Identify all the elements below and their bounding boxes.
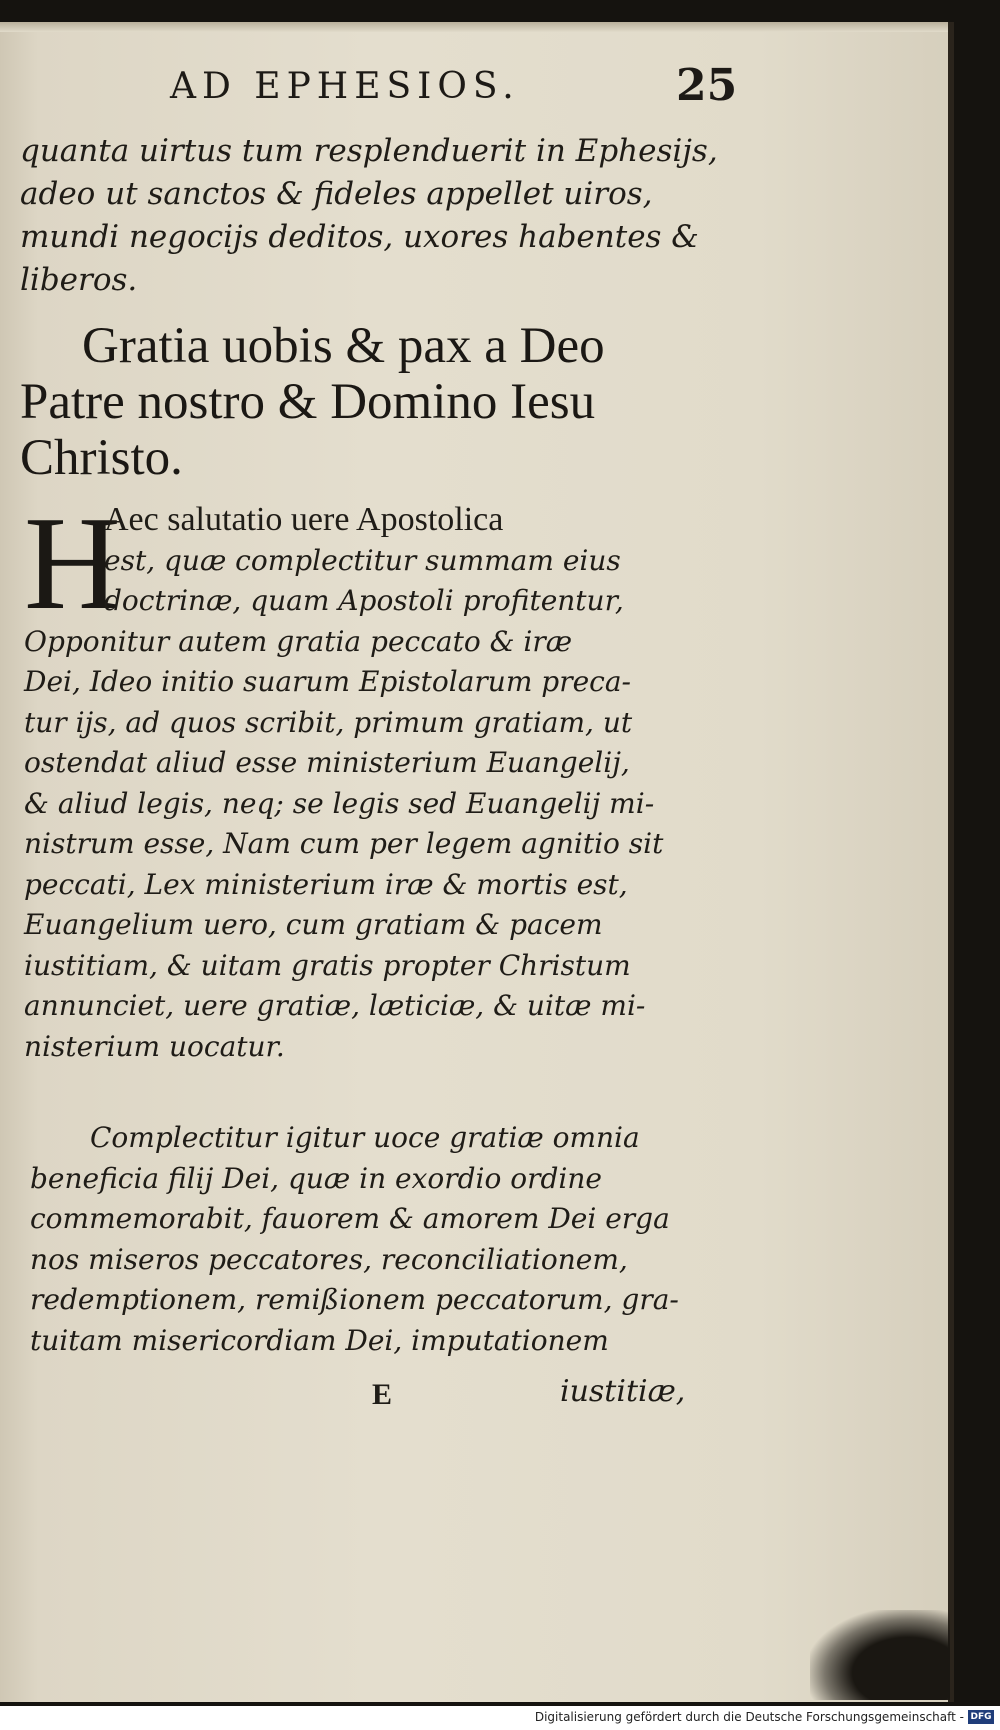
page-top-edge: [0, 22, 948, 32]
text-line: Aec salutatio uere Apostolica: [104, 501, 504, 538]
text-line: doctrinæ, quam Apostoli profitentur,: [104, 584, 624, 617]
text-line: iustitiam, & uitam gratis propter Christum: [24, 948, 631, 982]
text-line: redemptionem, remißionem peccatorum, gra-: [30, 1283, 679, 1316]
text-line: ostendat aliud esse ministerium Euangelij,: [24, 746, 630, 779]
commentary-paragraph-2: [30, 1118, 690, 1361]
text-line: liberos.: [20, 262, 138, 298]
commentary-paragraph-1: [24, 489, 684, 1067]
text-line: Complectitur igitur uoce gratiæ omnia: [90, 1121, 640, 1154]
heading-line: Christo.: [20, 430, 183, 486]
heading-line: Patre nostro & Domino Iesu: [20, 374, 596, 430]
text-line: est, quæ complectitur summam eius: [104, 543, 621, 577]
text-line: Opponitur autem gratia peccato & iræ: [24, 624, 573, 658]
text-line: adeo ut sanctos & fideles appellet uiros,: [20, 176, 653, 212]
text-line: beneficia filij Dei, quæ in exordio ordine: [30, 1161, 602, 1195]
text-line: quanta uirtus tum resplenduerit in Ephesijs,: [20, 133, 718, 169]
verse-heading: [20, 318, 680, 486]
funding-credit: Digitalisierung gefördert durch die Deutsche Forschungsgemeinschaft -: [534, 1710, 964, 1724]
page-number: 25: [676, 60, 738, 111]
running-title: AD EPHESIOS.: [170, 66, 520, 107]
dfg-logo-icon: DFG: [968, 1710, 994, 1724]
intro-paragraph: [20, 130, 718, 302]
text-line: mundi negocijs deditos, uxores habentes &: [20, 219, 699, 255]
text-line: Euangelium uero, cum gratiam & pacem: [24, 908, 603, 941]
text-line: nisterium uocatur.: [24, 1029, 285, 1063]
text-line: annunciet, uere gratiæ, læticiæ, & uitæ mi-: [24, 989, 646, 1022]
text-line: & aliud legis, neq; se legis sed Euangelij mi-: [24, 786, 655, 820]
text-line: tur ijs, ad quos scribit, primum gratiam, ut: [24, 705, 633, 739]
text-line: peccati, Lex ministerium iræ & mortis est,: [24, 867, 628, 901]
catchword: iustitiæ,: [560, 1374, 686, 1409]
page-damage: [810, 1610, 950, 1700]
text-line: commemorabit, fauorem & amorem Dei erga: [30, 1202, 670, 1235]
drop-cap: H: [24, 489, 121, 637]
signature-mark: E: [372, 1378, 393, 1411]
text-line: nos miseros peccatores, reconciliationem,: [30, 1242, 628, 1276]
text-line: nistrum esse, Nam cum per legem agnitio sit: [24, 827, 664, 860]
text-line: Dei, Ideo initio suarum Epistolarum preca-: [24, 665, 631, 698]
text-line: tuitam misericordiam Dei, imputationem: [30, 1323, 609, 1357]
heading-line: Gratia uobis & pax a Deo: [82, 318, 605, 374]
